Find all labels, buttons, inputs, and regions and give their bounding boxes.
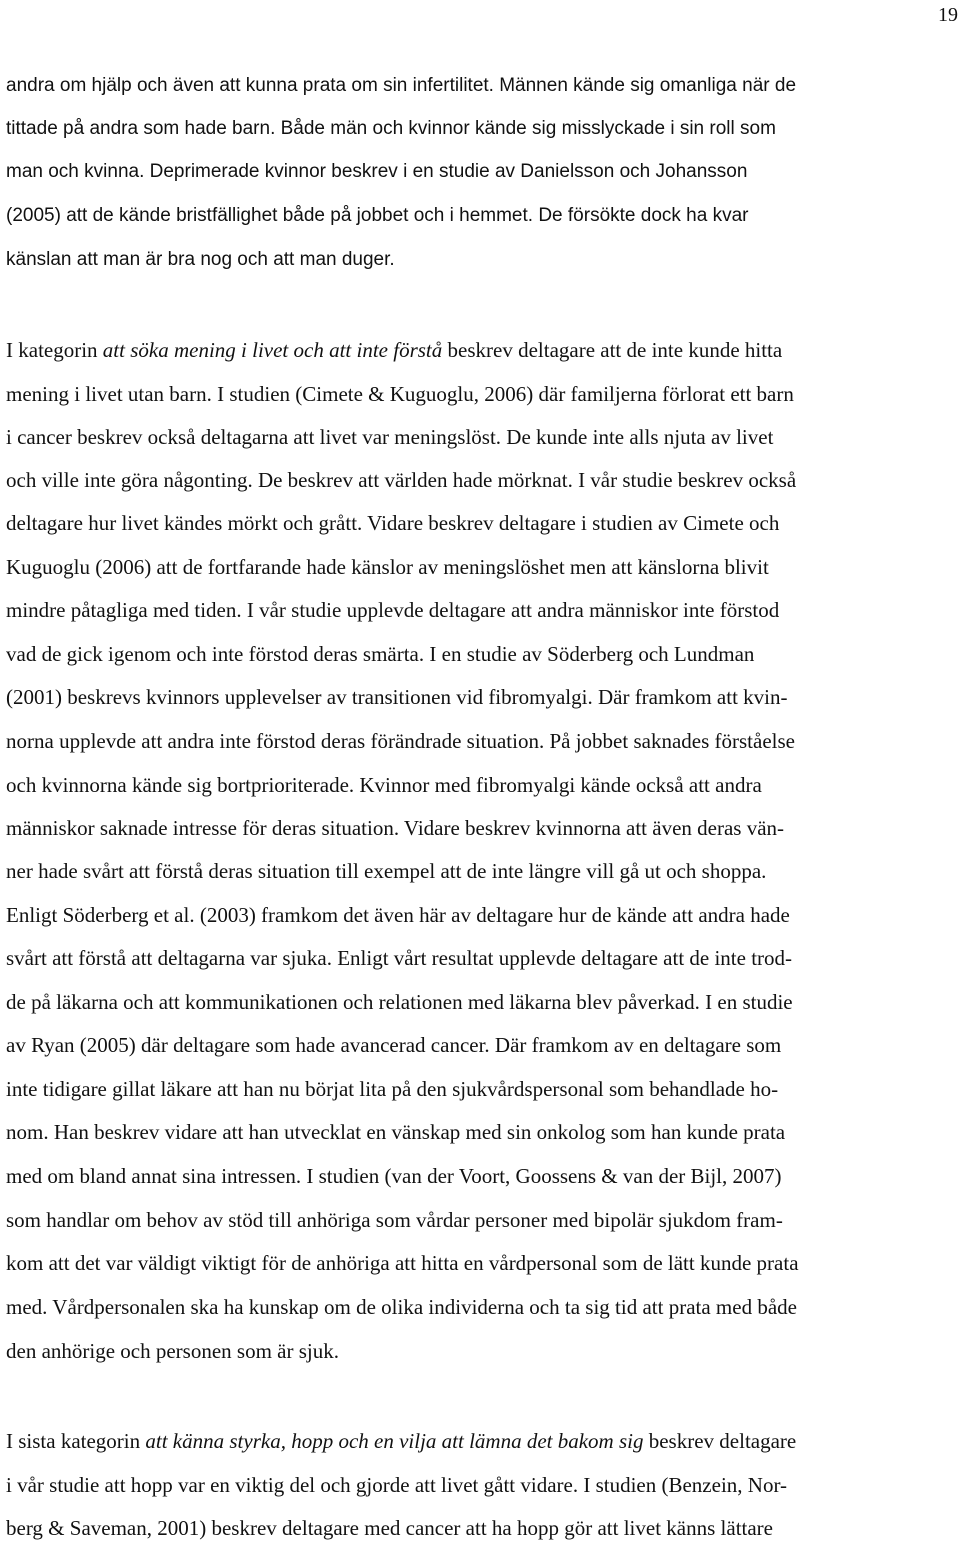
- text-line: (2001) beskrevs kvinnors upplevelser av transitionen vid fibromyalgi. Där framkom att kvin-: [6, 685, 788, 709]
- text-line: människor saknade intresse för deras situation. Vidare beskrev kvinnorna att även deras vän-: [6, 816, 785, 840]
- text-line: inte tidigare gillat läkare att han nu börjat lita på den sjukvårdspersonal som behandlade ho-: [6, 1077, 779, 1101]
- text-line: man och kvinna. Deprimerade kvinnor beskrev i en studie av Danielsson och Johansson: [6, 161, 748, 182]
- text-line: tittade på andra som hade barn. Både män och kvinnor kände sig misslyckade i sin roll som: [6, 118, 776, 139]
- text-line: med. Vårdpersonalen ska ha kunskap om de olika individerna och ta sig tid att prata med både: [6, 1295, 797, 1319]
- text-line: känslan att man är bra nog och att man duger.: [6, 249, 395, 270]
- text-line: deltagare hur livet kändes mörkt och grått. Vidare beskrev deltagare i studien av Cimete och: [6, 511, 780, 535]
- text-run: beskrev deltagare: [643, 1429, 797, 1453]
- text-line: i cancer beskrev också deltagarna att livet var meningslöst. De kunde inte alls njuta av livet: [6, 425, 774, 449]
- text-line: mindre påtagliga med tiden. I vår studie upplevde deltagare att andra människor inte förstod: [6, 598, 780, 622]
- text-line: Enligt Söderberg et al. (2003) framkom det även här av deltagare hur de kände att andra hade: [6, 903, 790, 927]
- text-run: I kategorin: [6, 338, 103, 362]
- text-line: berg & Saveman, 2001) beskrev deltagare med cancer att ha hopp gör att livet känns lättare: [6, 1516, 773, 1540]
- text-line: de på läkarna och att kommunikationen och relationen med läkarna blev påverkad. I en studie: [6, 990, 793, 1014]
- text-line: nom. Han beskrev vidare att han utvecklat en vänskap med sin onkolog som han kunde prata: [6, 1120, 786, 1144]
- category-title: att känna styrka, hopp och en vilja att lämna det bakom sig: [145, 1429, 644, 1453]
- text-line: ner hade svårt att förstå deras situation till exempel att de inte längre vill gå ut och shoppa.: [6, 859, 767, 883]
- category-title: att söka mening i livet och att inte förstå: [102, 338, 443, 362]
- text-line: kom att det var väldigt viktigt för de anhöriga att hitta en vårdpersonal som de lätt kunde prata: [6, 1251, 799, 1275]
- text-line: vad de gick igenom och inte förstod deras smärta. I en studie av Söderberg och Lundman: [6, 642, 755, 666]
- text-line: och ville inte göra någonting. De beskrev att världen hade mörknat. I vår studie beskrev också: [6, 468, 797, 492]
- text-line: Kuguoglu (2006) att de fortfarande hade känslor av meningslöshet men att känslorna blivit: [6, 555, 769, 579]
- text-run: I sista kategorin: [6, 1429, 146, 1453]
- text-line: norna upplevde att andra inte förstod deras förändrade situation. På jobbet saknades förståelse: [6, 729, 795, 753]
- text-line: i vår studie att hopp var en viktig del och gjorde att livet gått vidare. I studien (Benzein, Nor-: [6, 1473, 788, 1497]
- text-line: av Ryan (2005) där deltagare som hade avancerad cancer. Där framkom av en deltagare som: [6, 1033, 782, 1057]
- text-line: och kvinnorna kände sig bortprioriterade. Kvinnor med fibromyalgi kände också att andra: [6, 773, 762, 797]
- text-line: [6, 336, 782, 364]
- text-line: (2005) att de kände bristfällighet både på jobbet och i hemmet. De försökte dock ha kvar: [6, 205, 749, 226]
- text-line: svårt att förstå att deltagarna var sjuka. Enligt vårt resultat upplevde deltagare att de inte trod-: [6, 946, 793, 970]
- page-number: 19: [938, 4, 958, 26]
- text-line: den anhörige och personen som är sjuk.: [6, 1339, 339, 1363]
- text-line: med om bland annat sina intressen. I studien (van der Voort, Goossens & van der Bijl, 2007): [6, 1164, 782, 1188]
- text-line: andra om hjälp och även att kunna prata om sin infertilitet. Männen kände sig omanliga när de: [6, 75, 797, 96]
- text-line: [6, 1427, 796, 1455]
- text-run: beskrev deltagare att de inte kunde hitta: [442, 338, 783, 362]
- text-line: som handlar om behov av stöd till anhöriga som vårdar personer med bipolär sjukdom fram-: [6, 1208, 783, 1232]
- text-line: mening i livet utan barn. I studien (Cimete & Kuguoglu, 2006) där familjerna förlorat ett barn: [6, 382, 794, 406]
